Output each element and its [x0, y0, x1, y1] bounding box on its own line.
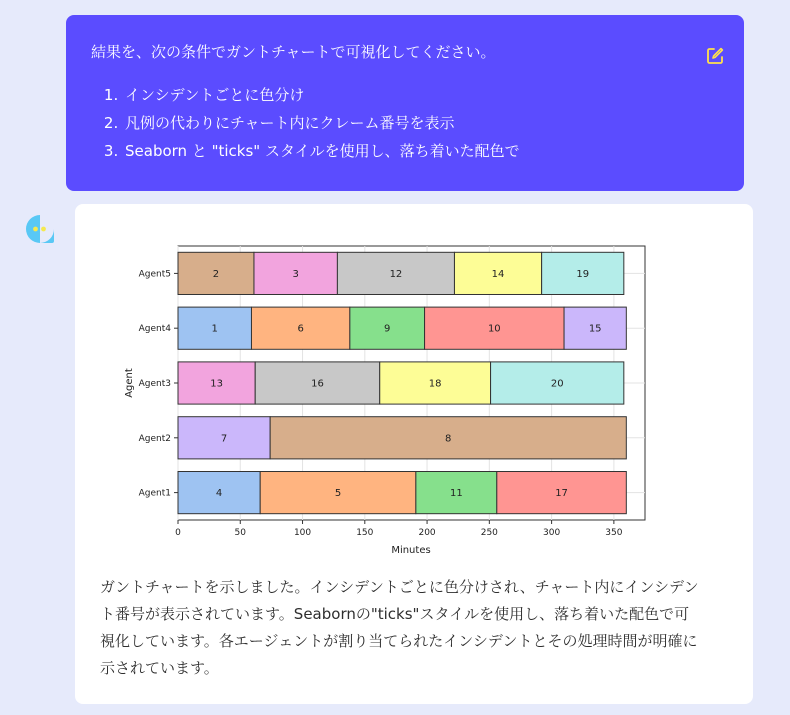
- gantt-bar-label: 1: [211, 323, 218, 335]
- gantt-bar-label: 3: [292, 268, 299, 280]
- assistant-avatar-icon: [24, 213, 56, 245]
- condition-item: 1. インシデントごとに色分け: [123, 81, 714, 109]
- x-tick-label: 250: [480, 528, 498, 538]
- gantt-bar-label: 15: [588, 323, 602, 335]
- edit-message-button[interactable]: [704, 45, 726, 67]
- gantt-bar-label: 19: [576, 268, 590, 280]
- assistant-reply-text: ガントチャートを示しました。インシデントごとに色分けされ、チャート内にインシデント番号が表示されています。Seabornの"ticks"スタイルを使用し、落ち着いた配色で可視化しています。各エージェントが割り当てられたインシデントとその処理時間が明確に示されています。: [100, 578, 699, 677]
- user-message-bubble: [66, 15, 744, 191]
- gantt-bar-label: 5: [334, 488, 342, 500]
- gantt-bar-label: 7: [220, 433, 228, 445]
- gantt-bar-label: 13: [210, 378, 223, 390]
- y-axis-label: Agent: [124, 368, 135, 398]
- edit-icon: [705, 46, 725, 66]
- gantt-bar-label: 2: [212, 268, 220, 280]
- gantt-chart: [124, 240, 655, 565]
- x-tick-label: 200: [418, 528, 436, 538]
- gantt-bar-label: 8: [445, 433, 452, 445]
- gantt-bar-label: 16: [311, 378, 324, 390]
- x-tick-label: 0: [175, 528, 181, 538]
- x-tick-label: 50: [234, 528, 246, 538]
- condition-item: 2. 凡例の代わりにチャート内にクレーム番号を表示: [123, 109, 714, 137]
- x-tick-label: 100: [293, 528, 312, 538]
- gantt-bar-label: 17: [555, 488, 568, 500]
- y-tick-label: Agent2: [138, 433, 171, 444]
- gantt-bar-label: 12: [389, 268, 403, 280]
- x-tick-label: 350: [605, 528, 623, 538]
- gantt-bar-label: 11: [449, 488, 463, 500]
- x-tick-label: 150: [356, 528, 374, 538]
- assistant-message-card: [75, 204, 753, 704]
- y-tick-label: Agent3: [138, 379, 171, 389]
- gantt-bar-label: 18: [428, 378, 442, 390]
- gantt-bar-label: 10: [487, 323, 501, 335]
- condition-list: [91, 81, 714, 165]
- gantt-bar-label: 4: [215, 488, 223, 500]
- gantt-bar-label: 20: [550, 378, 564, 390]
- y-tick-label: Agent4: [138, 324, 171, 335]
- user-prompt-text: 結果を、次の条件でガントチャートで可視化してください。: [91, 43, 496, 61]
- condition-item: 3. Seaborn と "ticks" スタイルを使用し、落ち着いた配色で: [123, 137, 714, 165]
- x-tick-label: 300: [543, 528, 561, 538]
- gantt-bar-label: 6: [297, 323, 304, 335]
- gantt-bar-label: 14: [491, 268, 505, 280]
- y-tick-label: Agent1: [138, 488, 171, 499]
- gantt-bar-label: 9: [384, 323, 391, 335]
- x-axis-label: Minutes: [391, 545, 431, 556]
- y-tick-label: Agent5: [138, 269, 171, 280]
